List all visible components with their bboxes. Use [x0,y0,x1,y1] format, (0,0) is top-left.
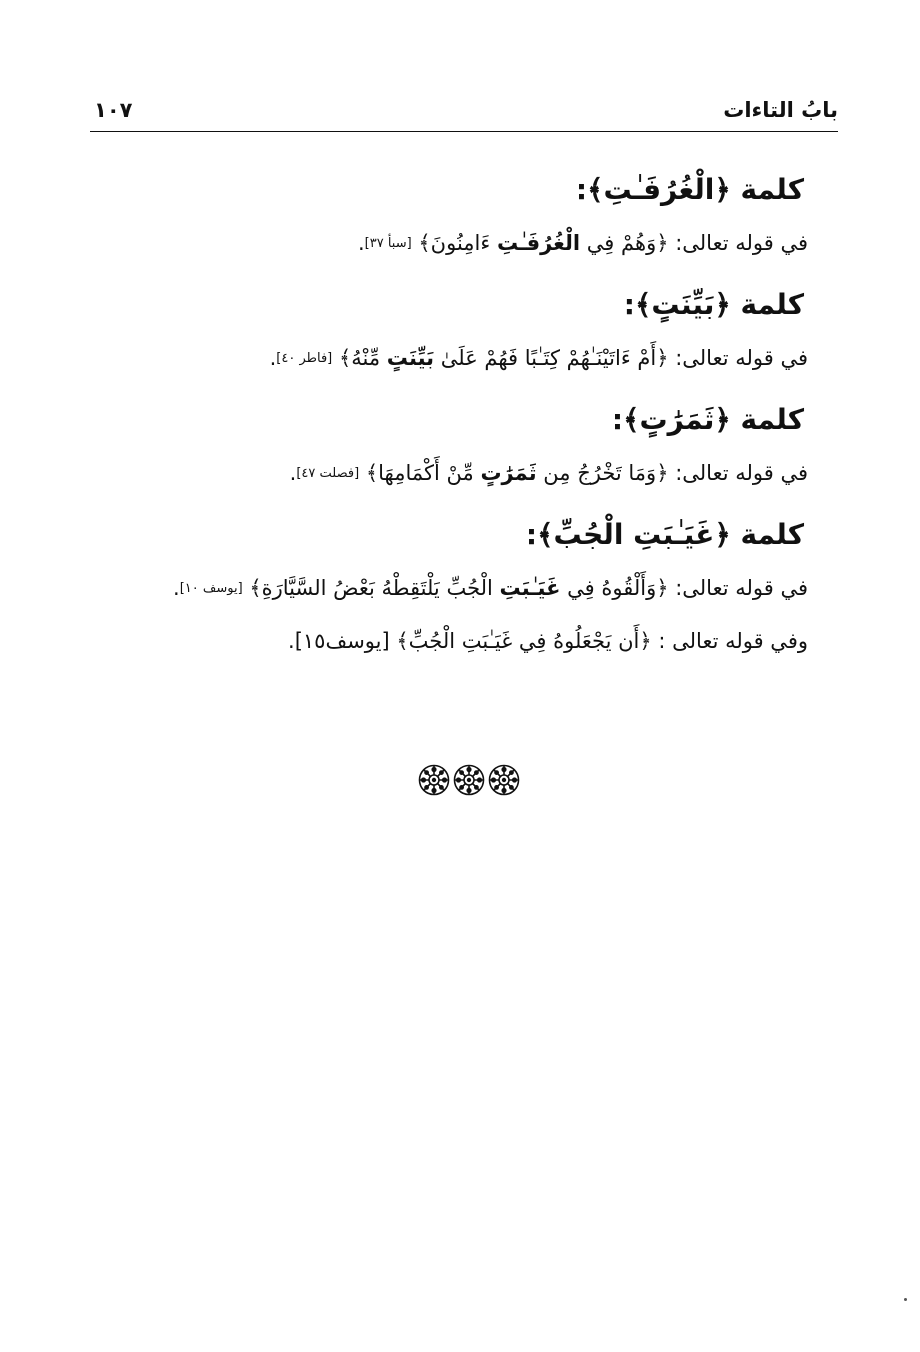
heading-prefix: كلمة [740,403,804,436]
entry-body-extra [120,624,808,658]
end-mark: . [173,576,180,600]
end-mark: . [269,346,277,370]
quote-after: مِّنْهُ﴾ [338,346,381,370]
intro-text: في قوله تعالى: [675,231,808,255]
entry-body [120,571,808,606]
entry [120,396,808,491]
entry-heading [120,511,804,559]
quote-before: ﴿وَأَلْقُوهُ فِي [567,576,669,600]
reference: [فاطر ٤٠] [276,351,333,366]
heading-word: ﴿بَيِّنَتٍ﴾ [634,288,731,321]
entry-body [120,341,808,376]
running-head [90,92,838,130]
quote-word: ثَمَرَٰتٍ [480,461,537,485]
heading-prefix: كلمة [740,518,804,551]
heading-word: ﴿الْغُرُفَـٰتِ﴾ [587,173,731,206]
intro-text: في قوله تعالى: [675,346,808,370]
end-mark: . [288,629,295,653]
quote-before: ﴿وَهُمْ فِي [586,231,669,255]
entry [120,166,808,261]
entry-heading [120,396,804,444]
scan-speck [904,1298,907,1301]
end-mark: . [357,231,365,255]
quote-after: الْجُبِّ يَلْتَقِطْهُ بَعْضُ السَّيَّارَةِ﴾ [249,576,493,600]
rosette-icon [488,764,520,796]
header-divider [90,131,838,132]
quote-word: الْغُرُفَـٰتِ [496,231,581,255]
heading-prefix: كلمة [740,288,804,321]
entry-heading [120,166,804,214]
section-end-ornament [418,764,520,798]
reference: [فصلت ٤٧] [296,466,360,481]
intro-text: في قوله تعالى: [675,576,808,600]
entry-body [120,456,808,491]
heading-word: ﴿غَيَـٰبَتِ الْجُبِّ﴾ [537,518,731,551]
heading-suffix: : [611,403,624,436]
quote-word: غَيَـٰبَتِ [499,576,561,600]
entry [120,281,808,376]
quote-before: ﴿أَمْ ءَاتَيْنَـٰهُمْ كِتَـٰبًا فَهُمْ عَلَىٰ [440,346,669,370]
heading-suffix: : [623,288,635,321]
heading-suffix: : [575,173,588,206]
quote-after: الْجُبِّ﴾ [396,629,456,653]
reference: [سبأ ٣٧] [364,236,412,251]
entry-body [120,226,808,261]
chapter-title: بابُ التاءات [723,98,838,122]
quote-after: ءَامِنُونَ﴾ [418,231,491,255]
heading-prefix: كلمة [740,173,804,206]
page-number: ١٠٧ [94,98,133,122]
quote-before: ﴿وَمَا تَخْرُجُ مِن [543,461,669,485]
reference: [يوسف ١٠] [179,581,243,596]
rosette-icon [453,764,485,796]
quote-after: مِّنْ أَكْمَامِهَا﴾ [365,461,474,485]
entry-heading [120,281,804,329]
rosette-icon [418,764,450,796]
intro-text: وفي قوله تعالى : [658,629,808,653]
reference: [يوسف١٥] [294,629,390,653]
end-mark: . [289,461,297,485]
quote-word: غَيَـٰبَتِ [461,629,513,653]
intro-text: في قوله تعالى: [675,461,808,485]
heading-word: ﴿ثَمَرَٰتٍ﴾ [623,403,731,436]
page-content [120,166,808,658]
entry [120,511,808,658]
quote-word: بَيِّنَتٍ [386,346,435,370]
quote-before: ﴿أَن يَجْعَلُوهُ فِي [518,629,652,653]
heading-suffix: : [525,518,538,551]
